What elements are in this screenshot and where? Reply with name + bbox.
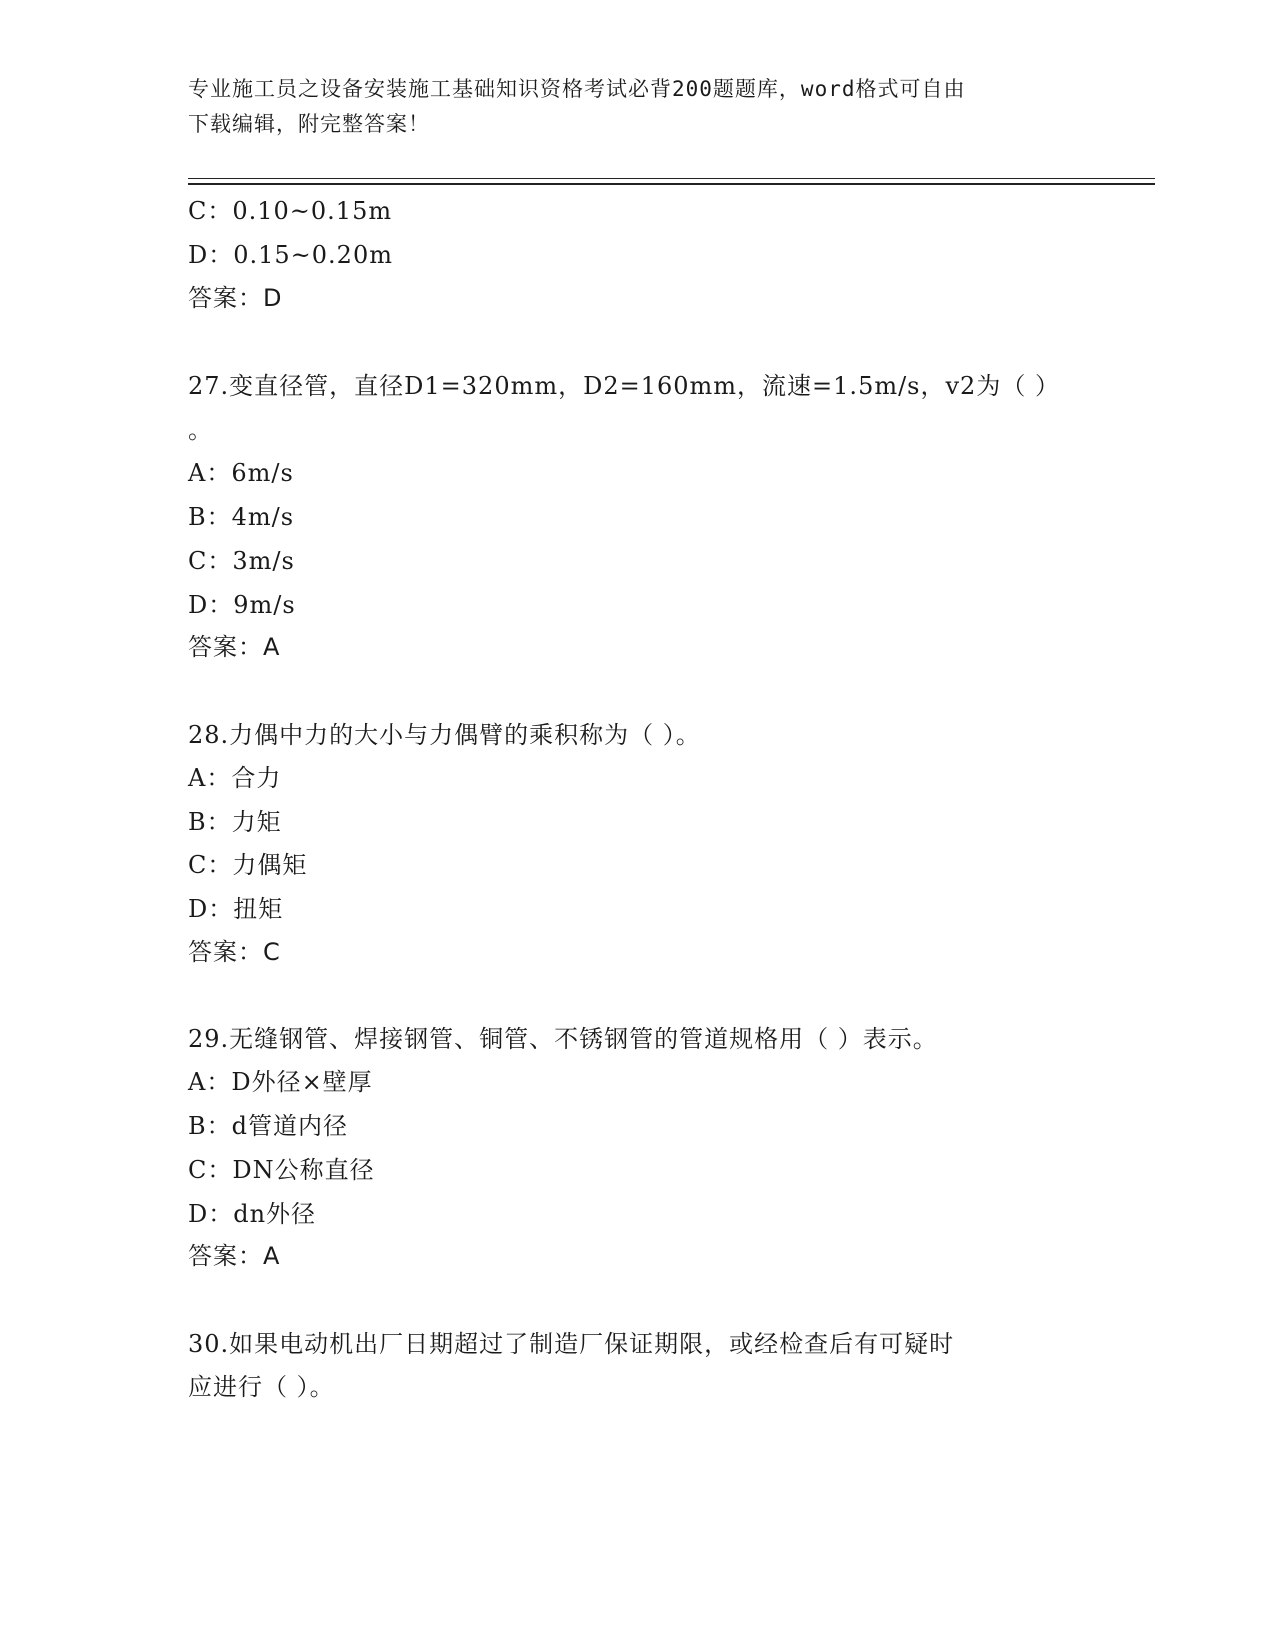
q28-stem: 28.力偶中力的大小与力偶臂的乘积称为（ ）。 (188, 721, 701, 749)
q28-option-a: A：合力 (188, 764, 282, 792)
header-divider-thin (188, 178, 1155, 179)
header-divider-thick (188, 183, 1155, 185)
q27-answer: 答案：A (188, 633, 281, 661)
q29-option-b: B：d管道内径 (188, 1112, 348, 1140)
header-title-line1: 专业施工员之设备安装施工基础知识资格考试必背200题题库，word格式可自由 (188, 77, 966, 101)
q28-option-d: D：扭矩 (188, 895, 284, 923)
header-title-line2: 下载编辑，附完整答案！ (188, 112, 430, 136)
q27-stem-continued: 。 (188, 416, 213, 444)
q26-option-c: C：0.10~0.15m (188, 197, 393, 225)
q27-option-a: A：6m/s (188, 459, 294, 487)
q28-option-c: C：力偶矩 (188, 851, 308, 879)
q28-option-b: B：力矩 (188, 808, 282, 836)
q29-option-c: C：DN公称直径 (188, 1156, 375, 1184)
q30-stem-continued: 应进行（ ）。 (188, 1373, 335, 1401)
q26-option-d: D：0.15~0.20m (188, 241, 393, 269)
q27-option-c: C：3m/s (188, 547, 295, 575)
q29-option-d: D：dn外径 (188, 1200, 317, 1228)
q27-option-d: D：9m/s (188, 591, 296, 619)
q26-answer: 答案：D (188, 284, 283, 312)
q30-stem: 30.如果电动机出厂日期超过了制造厂保证期限，或经检查后有可疑时 (188, 1330, 955, 1358)
document-header (188, 72, 1068, 142)
q27-option-b: B：4m/s (188, 503, 295, 531)
q29-answer: 答案：A (188, 1242, 281, 1270)
q27-stem: 27.变直径管，直径D1=320mm，D2=160mm，流速=1.5m/s，v2为（ ） (188, 372, 1060, 400)
q28-answer: 答案：C (188, 938, 281, 966)
q29-option-a: A：D外径×壁厚 (188, 1068, 373, 1096)
q29-stem: 29.无缝钢管、焊接钢管、铜管、不锈钢管的管道规格用（ ）表示。 (188, 1025, 938, 1053)
